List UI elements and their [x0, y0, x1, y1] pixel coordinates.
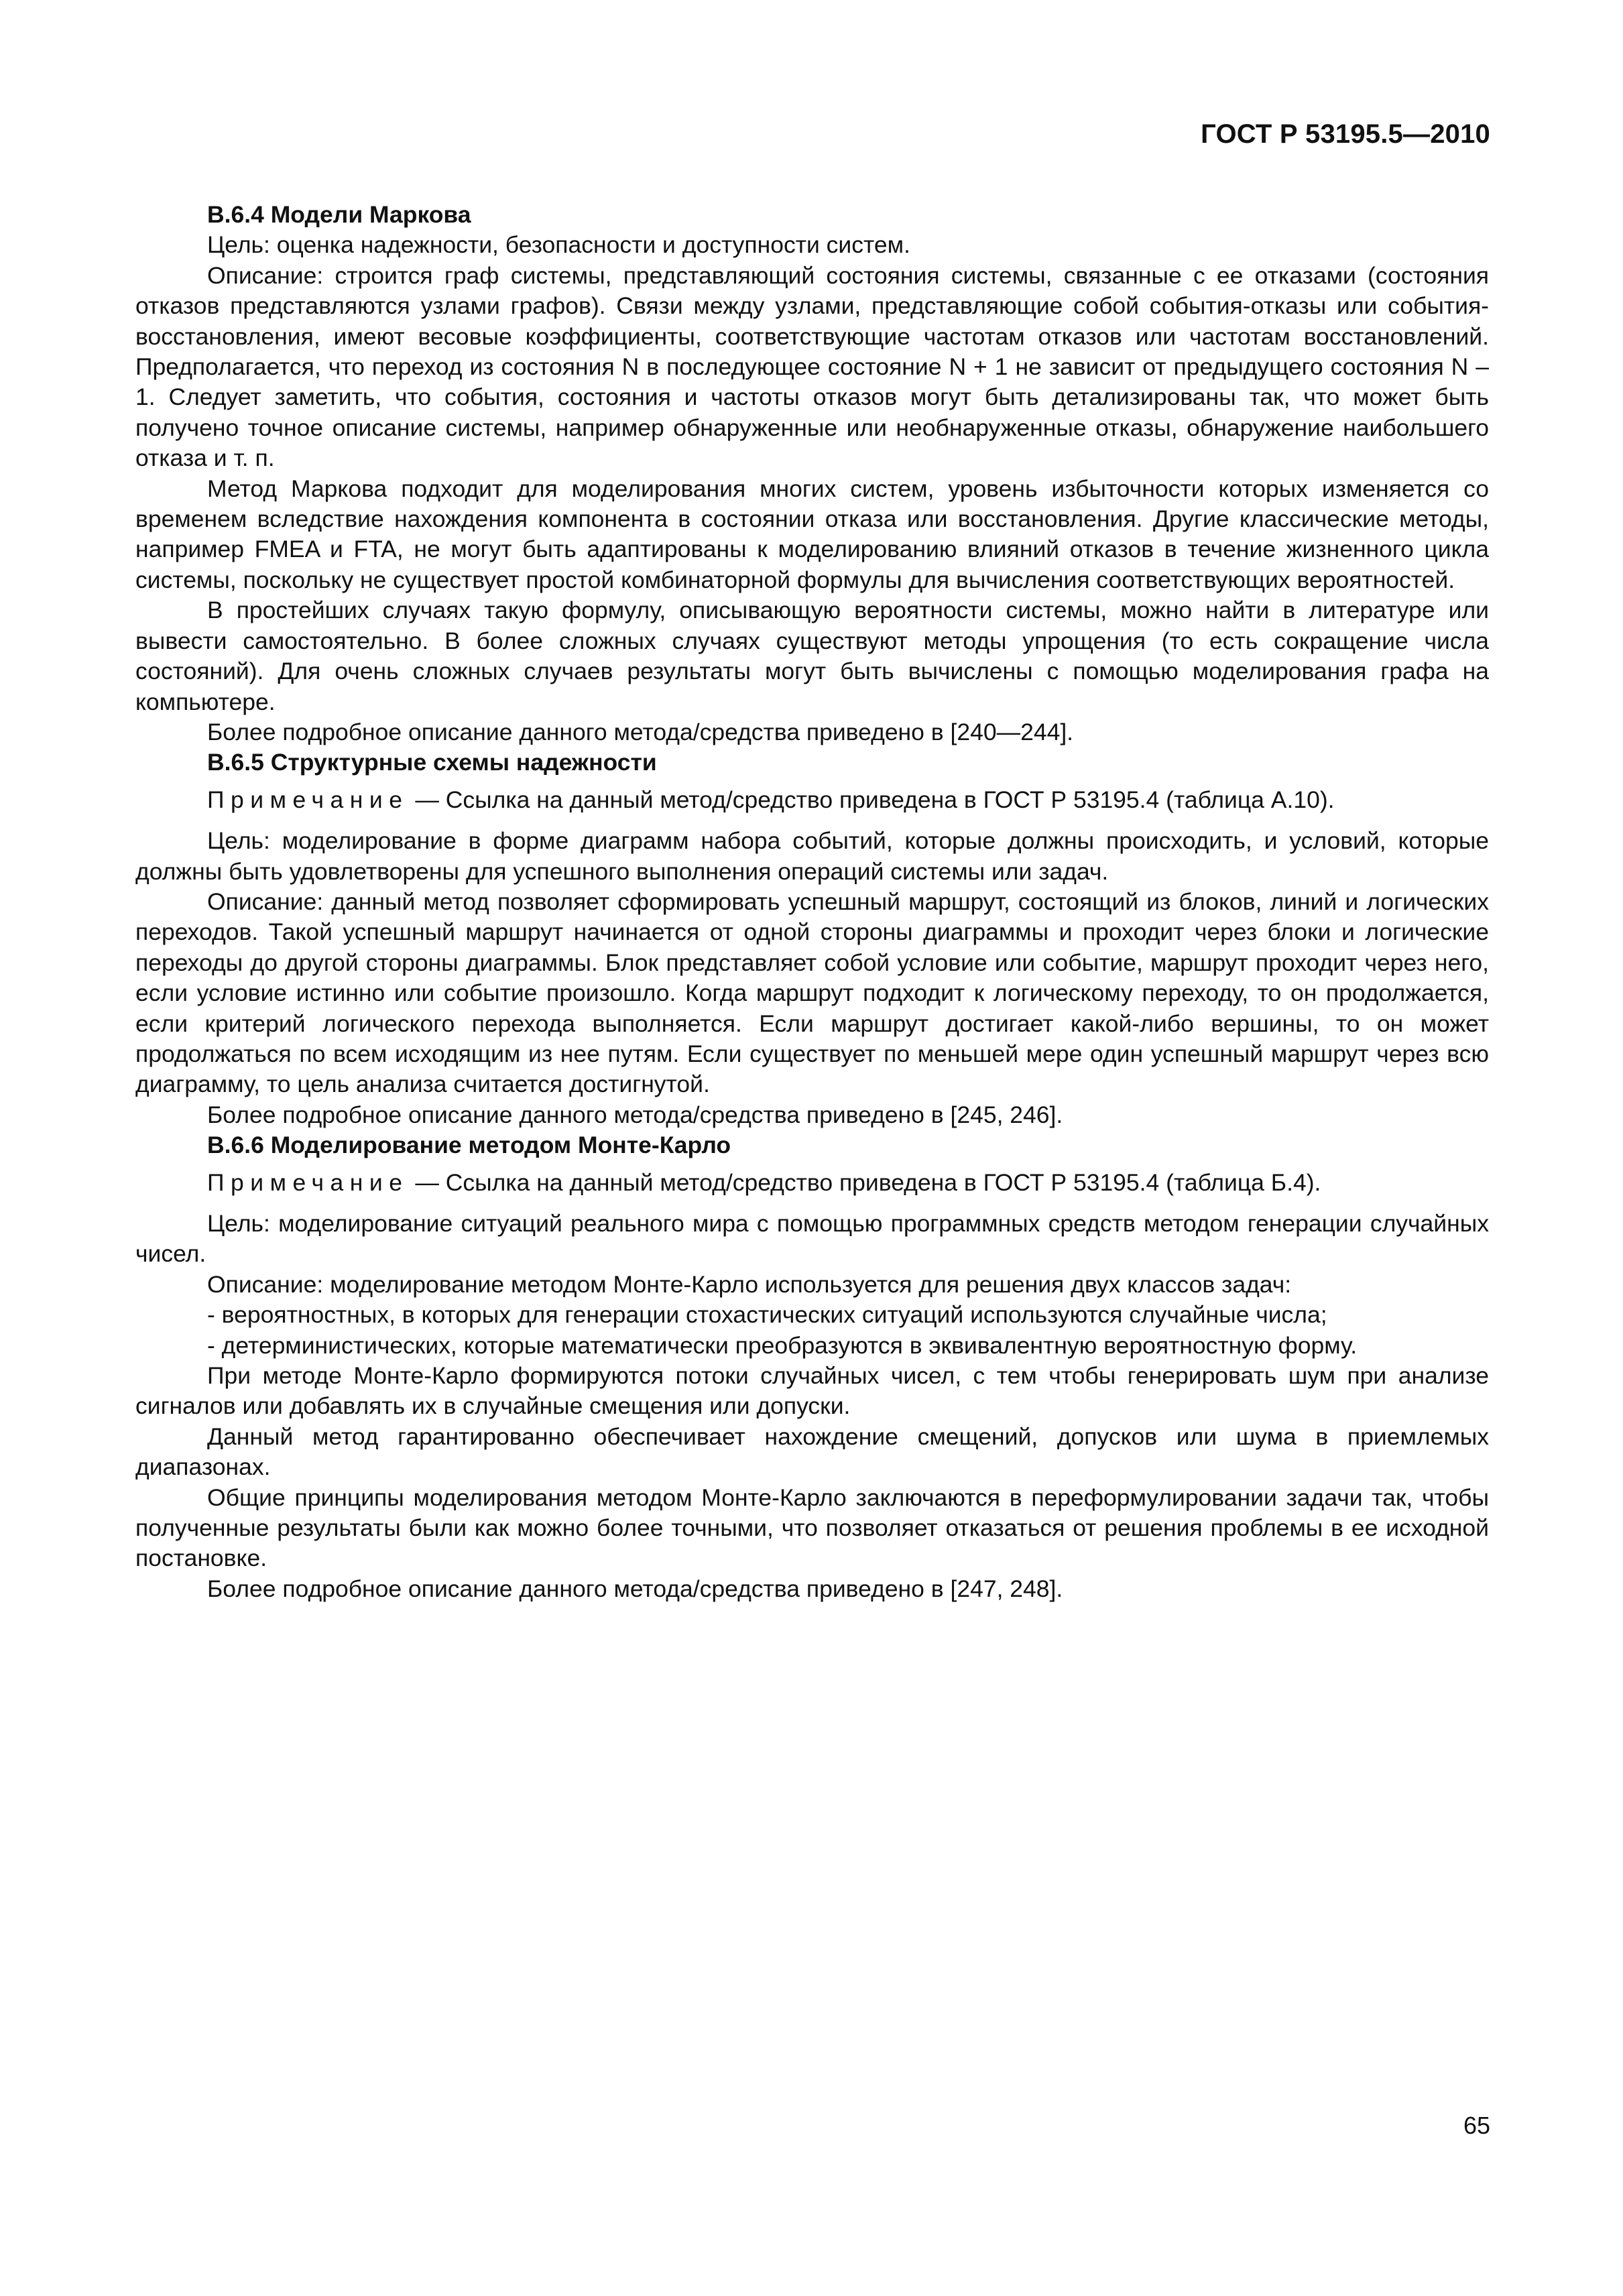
page-content — [135, 200, 1489, 1604]
paragraph: При методе Монте-Карло формируются потоки случайных чисел, с тем чтобы генерировать шум при анализе сигналов или добавлять их в случайные смещения или допуски. — [135, 1362, 1489, 1420]
paragraph: Общие принципы моделирования методом Монте-Карло заключаются в переформулировании задачи так, чтобы полученные результаты были как можно более точными, что позволяет отказаться от решения проблемы в ее исходной постановке. — [135, 1484, 1489, 1572]
paragraph: Описание: моделирование методом Монте-Карло используется для решения двух классов задач: — [207, 1270, 1292, 1298]
document-id: ГОСТ Р 53195.5—2010 — [1201, 119, 1490, 149]
note-label: Примечание — [207, 786, 409, 813]
note — [135, 785, 1489, 815]
paragraph: В простейших случаях такую формулу, описывающую вероятности системы, можно найти в литературе или вывести самостоятельно. В более сложных случаях существуют методы упрощения (то есть сокращение числа состояний). Для очень сложных случаев результаты могут быть вычислены с помощью моделирования графа на компьютере. — [135, 597, 1489, 715]
paragraph: Цель: оценка надежности, безопасности и доступности систем. — [207, 231, 910, 259]
list-item: - детерминистических, которые математически преобразуются в эквивалентную вероятностную форму. — [207, 1331, 1358, 1359]
paragraph: Цель: моделирование в форме диаграмм набора событий, которые должны происходить, и условий, которые должны быть удовлетворены для успешного выполнения операций системы или задач. — [135, 827, 1489, 885]
section-heading-b66: В.6.6 Моделирование методом Монте-Карло — [207, 1132, 731, 1159]
note — [135, 1168, 1489, 1198]
section-heading-b65: В.6.5 Структурные схемы надежности — [207, 749, 657, 776]
note-label: Примечание — [207, 1168, 409, 1196]
section-heading-b64: В.6.4 Модели Маркова — [207, 201, 471, 228]
paragraph: Описание: строится граф системы, представляющий состояния системы, связанные с ее отказами (состояния отказов представляются узлами графов). Связи между узлами, представляющие собой события-отказы или события-восстановления, имеют весовые коэффициенты, соответствующие частотам отказов или частотам восстановлений. Предполагается, что переход из состояния N в последующее состояние N + 1 не зависит от предыдущего состояния N – 1. Следует заметить, что события, состояния и частоты отказов могут быть детализированы так, что может быть получено точное описание системы, например обнаруженные или необнаруженные отказы, обнаружение наибольшего отказа и т. п. — [135, 261, 1489, 472]
note-text: — Ссылка на данный метод/средство приведена в ГОСТ Р 53195.4 (таблица Б.4). — [408, 1168, 1321, 1196]
paragraph: Более подробное описание данного метода/средства приведено в [247, 248]. — [207, 1575, 1063, 1602]
paragraph: Более подробное описание данного метода/средства приведено в [240—244]. — [207, 718, 1074, 745]
paragraph: Метод Маркова подходит для моделирования многих систем, уровень избыточности которых изменяется со временем вследствие нахождения компонента в состоянии отказа или восстановления. Другие классические методы, например FMEA и FTA, не могут быть адаптированы к моделированию влияний отказов в течение жизненного цикла системы, поскольку не существует простой комбинаторной формулы для вычисления соответствующих вероятностей. — [135, 475, 1489, 593]
paragraph: Цель: моделирование ситуаций реального мира с помощью программных средств методом генерации случайных чисел. — [135, 1210, 1489, 1268]
note-text: — Ссылка на данный метод/средство приведена в ГОСТ Р 53195.4 (таблица А.10). — [408, 786, 1335, 813]
paragraph: Данный метод гарантированно обеспечивает нахождение смещений, допусков или шума в приемлемых диапазонах. — [135, 1423, 1489, 1481]
page-number: 65 — [1463, 2112, 1490, 2139]
paragraph: Более подробное описание данного метода/средства приведено в [245, 246]. — [207, 1101, 1063, 1128]
list-item: - вероятностных, в которых для генерации стохастических ситуаций используются случайные числа; — [207, 1301, 1327, 1329]
paragraph: Описание: данный метод позволяет сформировать успешный маршрут, состоящий из блоков, линий и логических переходов. Такой успешный маршрут начинается от одной стороны диаграммы и проходит через блоки и логические переходы до другой стороны диаграммы. Блок представляет собой условие или событие, маршрут проходит через него, если условие истинно или событие произошло. Когда маршрут подходит к логическому переходу, то он продолжается, если критерий логического перехода выполняется. Если маршрут достигает какой-либо вершины, то он может продолжаться по всем исходящим из нее путям. Если существует по меньшей мере один успешный маршрут через всю диаграмму, то цель анализа считается достигнутой. — [135, 888, 1489, 1098]
